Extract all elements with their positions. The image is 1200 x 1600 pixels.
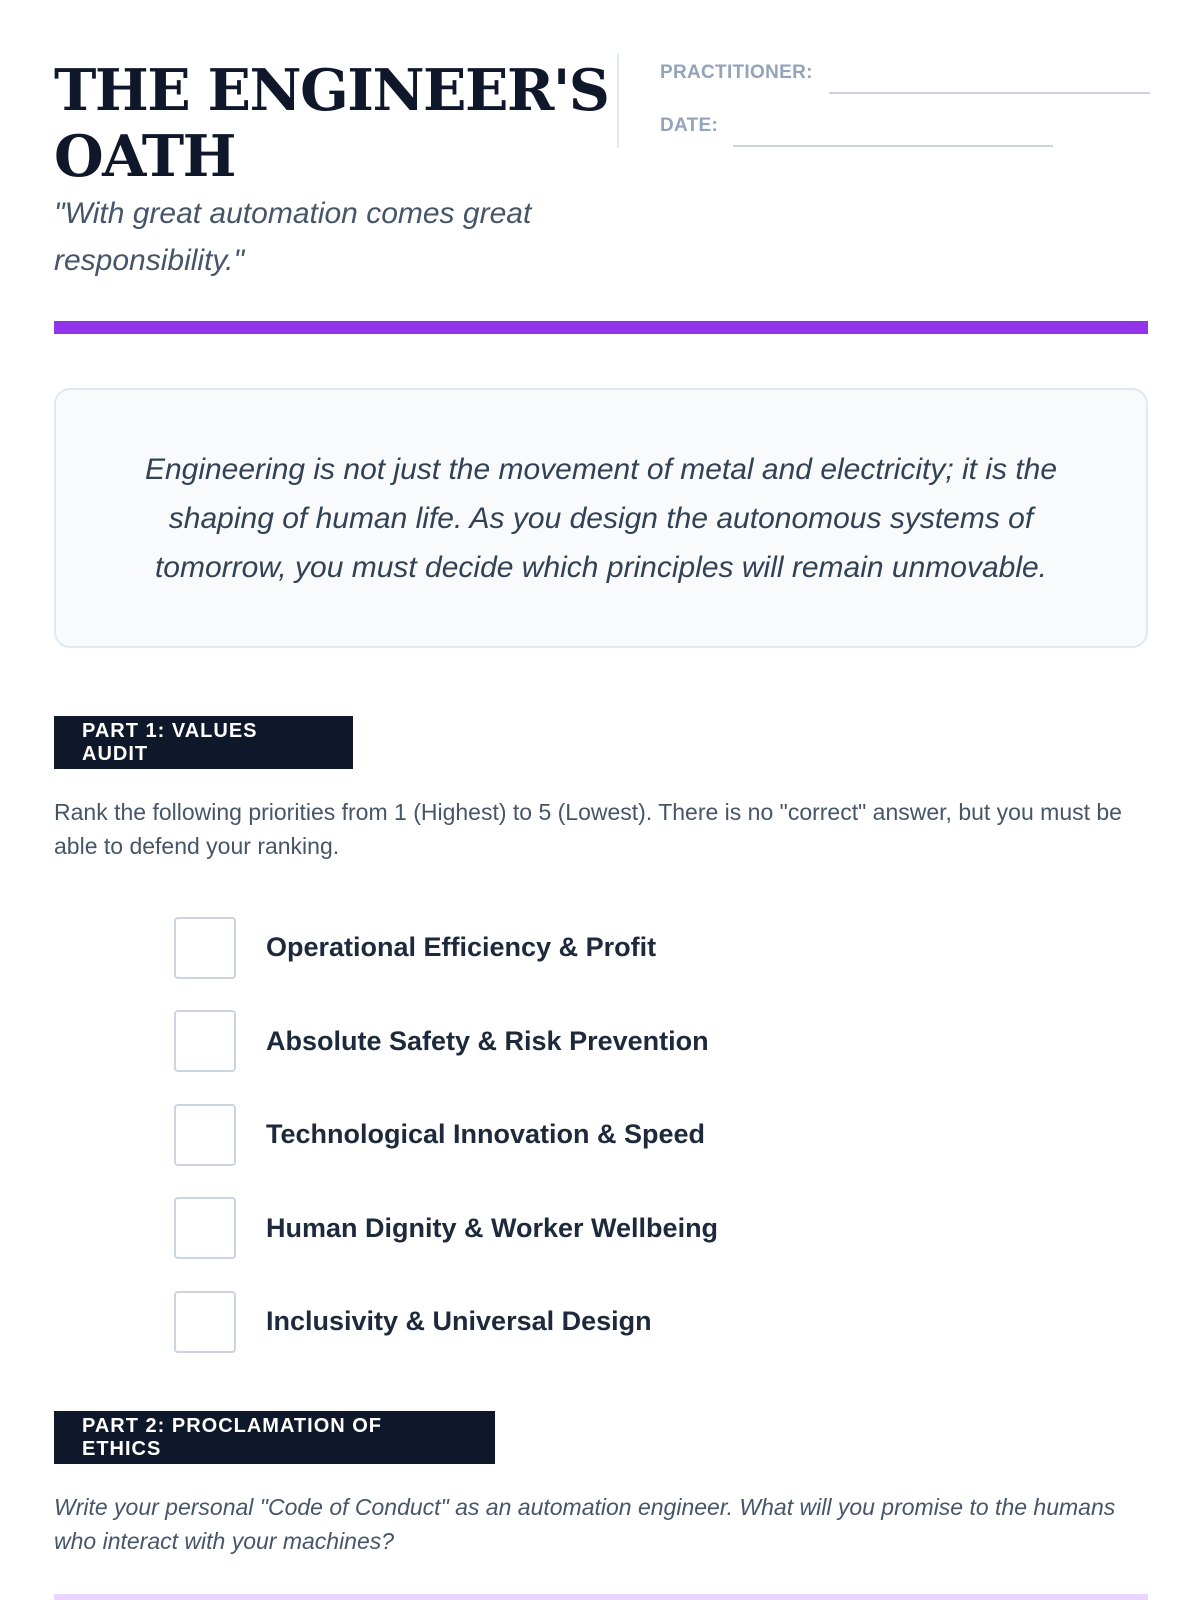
date-label: DATE: bbox=[660, 115, 719, 136]
rank-input-box[interactable] bbox=[174, 1291, 236, 1353]
rank-item bbox=[174, 995, 1074, 1089]
rank-item bbox=[174, 1275, 1074, 1369]
rank-item-label: Inclusivity & Universal Design bbox=[266, 1306, 652, 1337]
rank-item bbox=[174, 901, 1074, 995]
page-subtitle: "With great automation comes great responsibility." bbox=[54, 197, 532, 277]
practitioner-field[interactable] bbox=[829, 92, 1150, 94]
date-field[interactable] bbox=[733, 145, 1053, 147]
part2-instructions: Write your personal "Code of Conduct" as an automation engineer. What will you promise to the humans who interact with your machines? bbox=[54, 1494, 1116, 1554]
accent-divider bbox=[54, 321, 1148, 334]
rank-input-box[interactable] bbox=[174, 917, 236, 979]
part1-heading: PART 1: VALUES AUDIT bbox=[54, 716, 353, 769]
rank-item bbox=[174, 1182, 1074, 1276]
rank-item-label: Operational Efficiency & Profit bbox=[266, 932, 657, 963]
response-area-top-border bbox=[54, 1594, 1148, 1600]
page-title: THE ENGINEER'S OATH bbox=[54, 57, 609, 190]
rank-item-label: Absolute Safety & Risk Prevention bbox=[266, 1025, 709, 1056]
intro-text: Engineering is not just the movement of metal and electricity; it is the shaping of human life. As you design the autonomous systems of tomorrow, you must decide which principles will remain unmovable. bbox=[144, 452, 1058, 584]
header-divider bbox=[617, 54, 619, 148]
rank-item-label: Technological Innovation & Speed bbox=[266, 1119, 706, 1150]
rank-input-box[interactable] bbox=[174, 1197, 236, 1259]
practitioner-label: PRACTITIONER: bbox=[660, 62, 813, 83]
rank-item-label: Human Dignity & Worker Wellbeing bbox=[266, 1212, 719, 1243]
part1-instructions: Rank the following priorities from 1 (Highest) to 5 (Lowest). There is no "correct" answer, but you must be able to defend your ranking. bbox=[54, 799, 1122, 859]
rank-item bbox=[174, 1088, 1074, 1182]
intro-box bbox=[54, 388, 1148, 648]
part2-heading: PART 2: PROCLAMATION OF ETHICS bbox=[54, 1411, 495, 1464]
rank-input-box[interactable] bbox=[174, 1010, 236, 1072]
rank-list bbox=[174, 901, 1074, 1369]
rank-input-box[interactable] bbox=[174, 1104, 236, 1166]
